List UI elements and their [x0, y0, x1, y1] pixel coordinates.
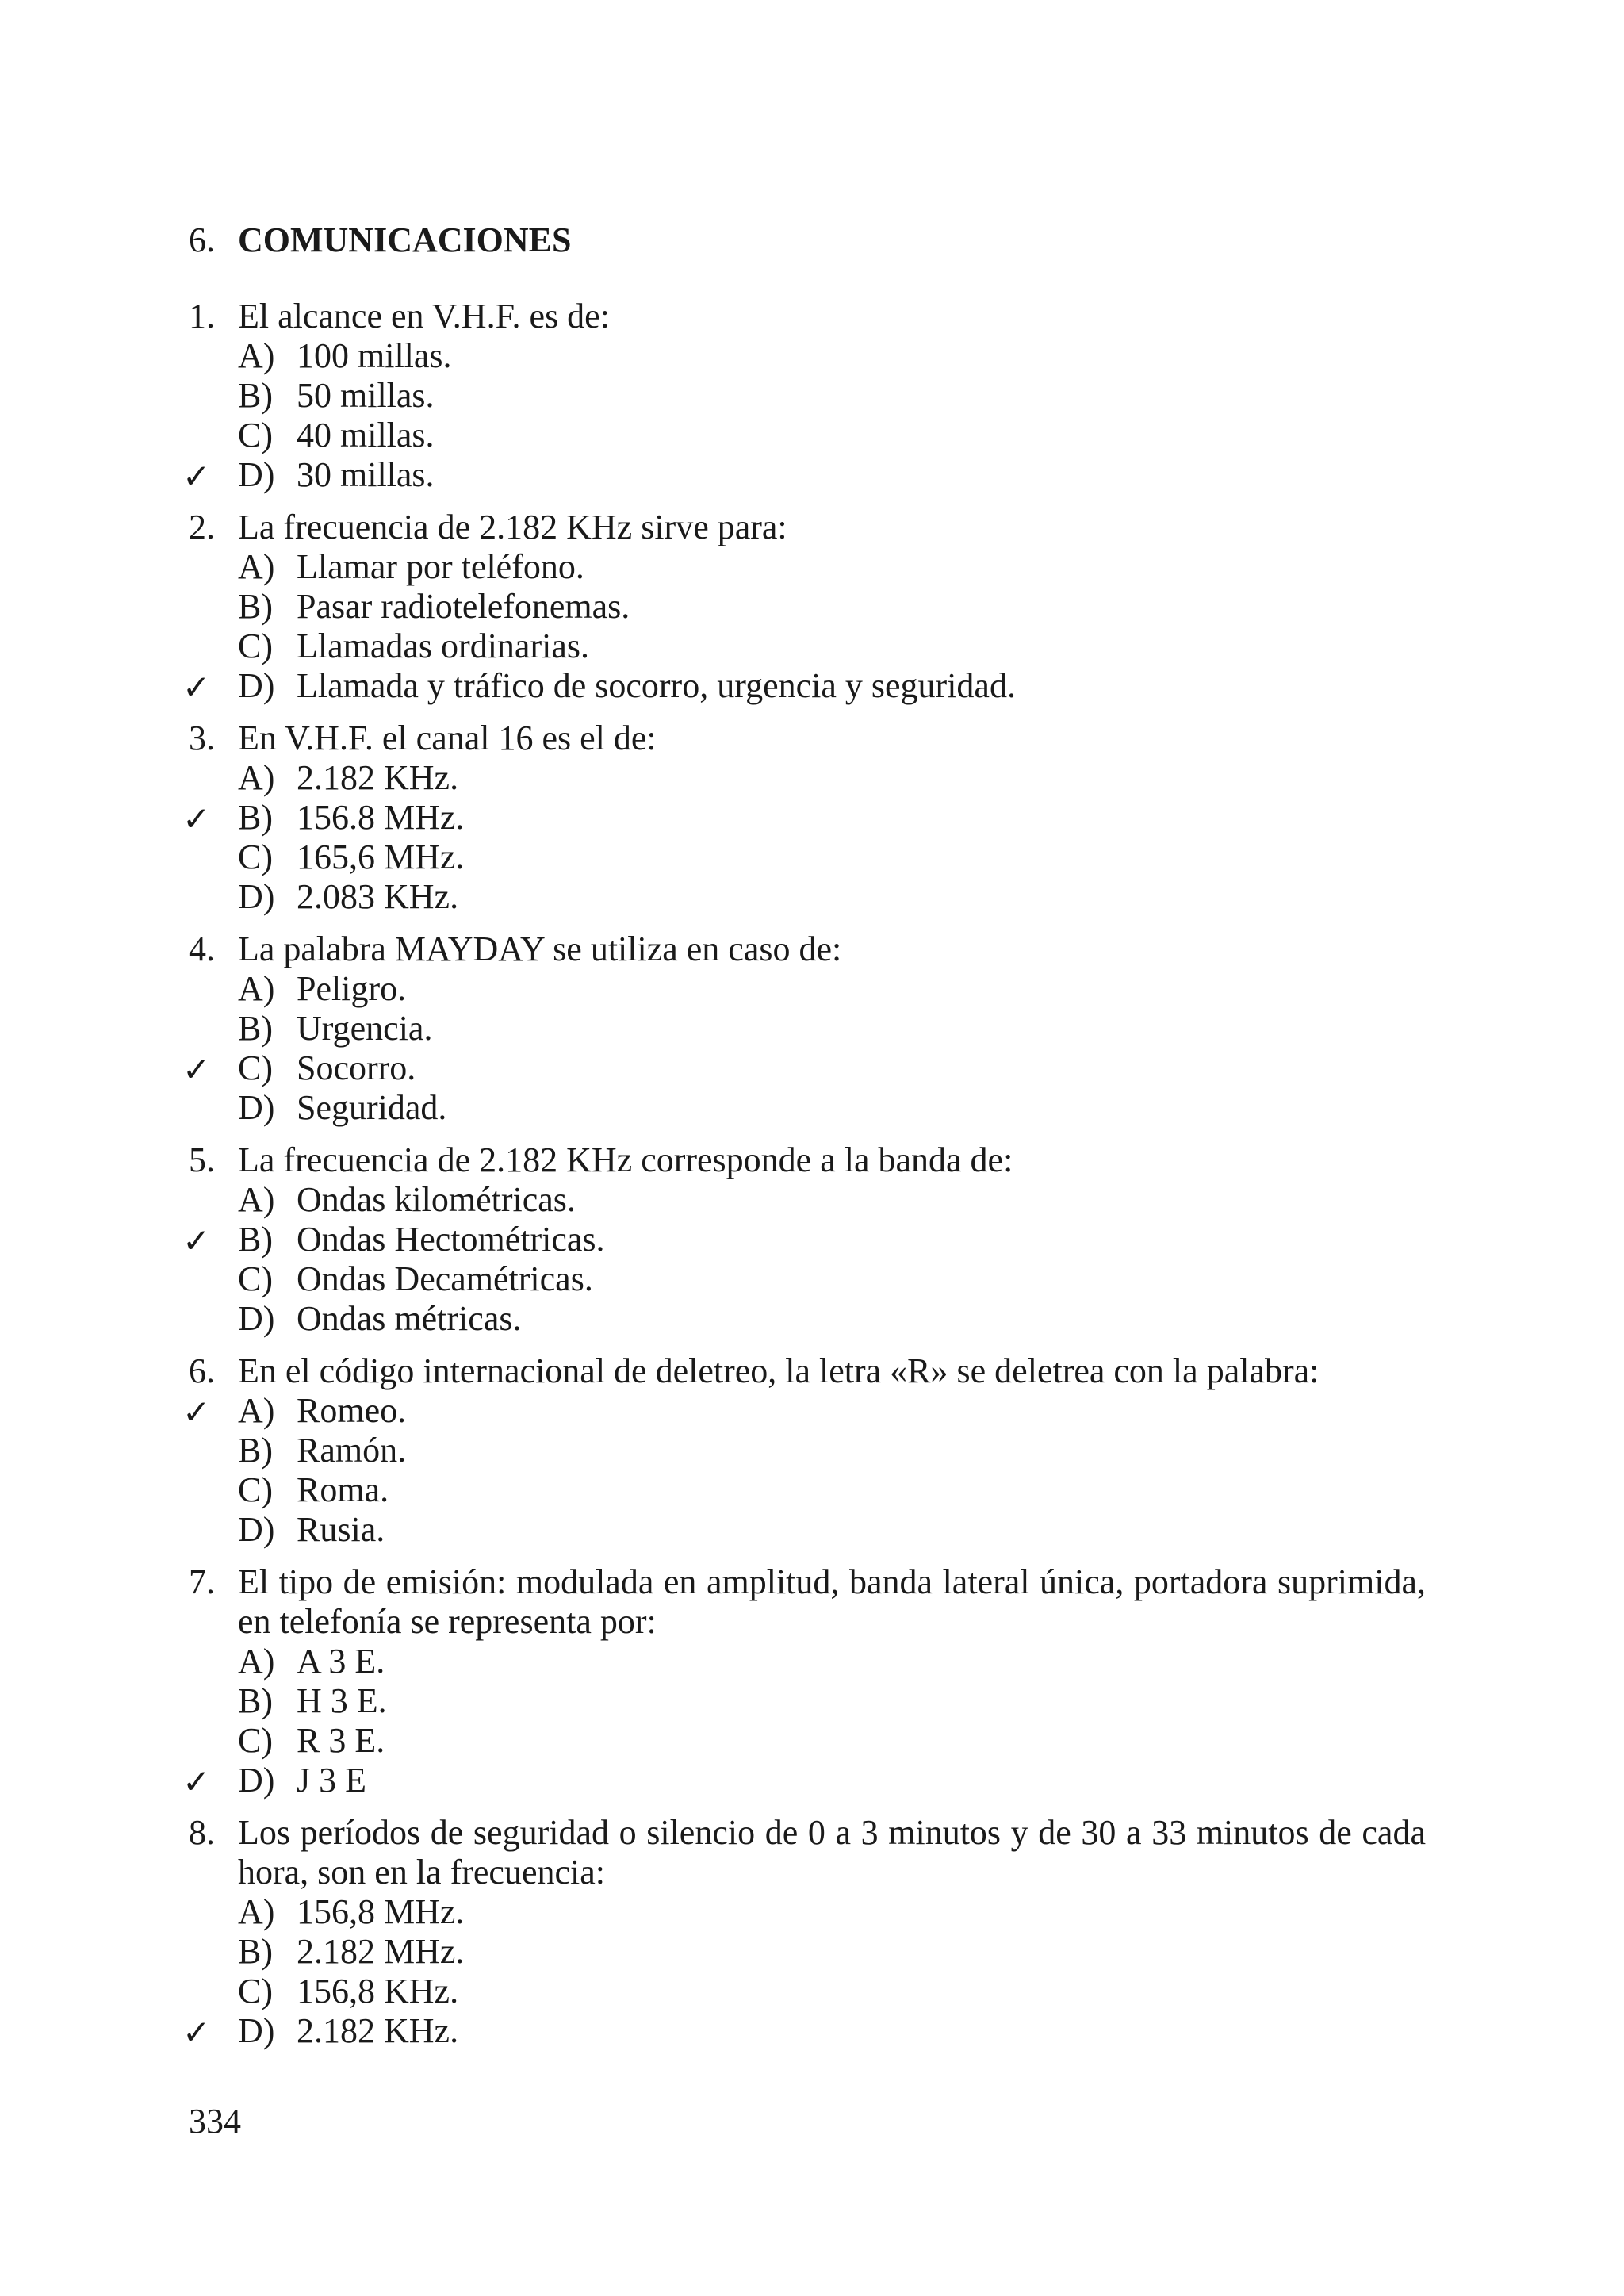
option-text: Llamadas ordinarias.: [297, 627, 589, 665]
option-text: A 3 E.: [297, 1642, 385, 1681]
option-letter: A): [238, 1642, 275, 1681]
question-number: 3.: [189, 719, 215, 757]
answer-option: [189, 1009, 1426, 1048]
question-row: [189, 1813, 1426, 1892]
option-text: 156,8 MHz.: [297, 1892, 465, 1931]
answer-option: [182, 1048, 1426, 1089]
option-letter: C): [238, 1048, 273, 1087]
answer-option: [189, 1470, 1426, 1510]
check-mark-icon: ✓: [182, 1393, 211, 1432]
question-text: El alcance en V.H.F. es de:: [238, 297, 610, 335]
option-letter: C): [238, 838, 273, 876]
question-text: La palabra MAYDAY se utiliza en caso de:: [238, 930, 842, 968]
option-text: H 3 E.: [297, 1681, 387, 1720]
option-letter: B): [238, 798, 273, 837]
option-letter: A): [238, 1391, 275, 1430]
answer-option: [189, 1088, 1426, 1128]
answer-option: [189, 1932, 1426, 1972]
question-text: En V.H.F. el canal 16 es el de:: [238, 719, 657, 757]
option-letter: B): [238, 1681, 273, 1720]
section-heading: [189, 220, 571, 260]
section-number: 6.: [189, 220, 215, 259]
option-letter: B): [238, 1932, 273, 1971]
question-item: [182, 508, 1426, 707]
question-row: [189, 1140, 1426, 1180]
question-item: [182, 719, 1426, 917]
answer-option: [182, 1220, 1426, 1260]
option-text: Seguridad.: [297, 1088, 447, 1127]
check-mark-icon: ✓: [182, 457, 211, 496]
question-item: [182, 930, 1426, 1128]
option-letter: D): [238, 1299, 275, 1338]
option-letter: A): [238, 1892, 275, 1931]
question-item: [182, 1813, 1426, 2052]
option-letter: D): [238, 666, 275, 705]
question-number: 2.: [189, 508, 215, 546]
option-letter: C): [238, 627, 273, 665]
answer-option: [189, 1681, 1426, 1721]
option-letter: D): [238, 2011, 275, 2050]
option-text: 165,6 MHz.: [297, 838, 465, 876]
answer-option: [189, 1299, 1426, 1339]
option-text: Roma.: [297, 1470, 389, 1509]
option-text: Ondas Hectométricas.: [297, 1220, 605, 1259]
option-text: Ondas Decamétricas.: [297, 1259, 593, 1298]
option-text: Ondas métricas.: [297, 1299, 522, 1338]
question-number: 1.: [189, 297, 215, 335]
option-letter: B): [238, 1431, 273, 1470]
option-text: Peligro.: [297, 969, 407, 1008]
answer-option: [182, 2011, 1426, 2052]
question-number: 4.: [189, 930, 215, 968]
option-letter: A): [238, 969, 275, 1008]
answer-option: [189, 376, 1426, 416]
question-list: [182, 297, 1426, 2064]
question-number: 6.: [189, 1351, 215, 1390]
option-letter: D): [238, 1761, 275, 1800]
question-row: [189, 1351, 1426, 1391]
option-text: R 3 E.: [297, 1721, 385, 1760]
answer-option: [189, 547, 1426, 587]
answer-option: [189, 877, 1426, 917]
option-letter: B): [238, 376, 273, 415]
option-text: Rusia.: [297, 1510, 385, 1549]
option-text: J 3 E: [297, 1761, 366, 1800]
answer-option: [189, 1721, 1426, 1761]
question-text: En el código internacional de deletreo, la letra «R» se deletrea con la palabra:: [238, 1351, 1320, 1390]
question-item: [182, 1140, 1426, 1339]
question-row: [189, 930, 1426, 969]
option-text: 156.8 MHz.: [297, 798, 465, 837]
question-number: 7.: [189, 1562, 215, 1601]
question-row: [189, 508, 1426, 547]
option-text: Ondas kilométricas.: [297, 1180, 576, 1219]
answer-option: [189, 969, 1426, 1009]
option-letter: D): [238, 1510, 275, 1549]
option-letter: D): [238, 455, 275, 494]
question-text: El tipo de emisión: modulada en amplitud, banda lateral única, portadora suprimida, en telefonía se representa por:: [238, 1562, 1426, 1641]
answer-option: [189, 1431, 1426, 1470]
option-text: Llamar por teléfono.: [297, 547, 584, 586]
option-text: 30 millas.: [297, 455, 435, 494]
answer-option: [189, 627, 1426, 666]
option-letter: A): [238, 336, 275, 375]
option-letter: C): [238, 1259, 273, 1298]
option-text: 2.182 KHz.: [297, 758, 459, 797]
answer-option: [189, 1642, 1426, 1681]
question-item: [182, 1351, 1426, 1550]
question-item: [182, 1562, 1426, 1801]
answer-option: [189, 1180, 1426, 1220]
answer-option: [189, 1892, 1426, 1932]
answer-option: [189, 1510, 1426, 1550]
page-number: 334: [189, 2102, 241, 2141]
option-text: Urgencia.: [297, 1009, 433, 1048]
answer-option: [182, 1761, 1426, 1801]
question-text: La frecuencia de 2.182 KHz sirve para:: [238, 508, 787, 546]
option-text: 100 millas.: [297, 336, 452, 375]
option-letter: C): [238, 416, 273, 454]
option-text: 2.182 MHz.: [297, 1932, 465, 1971]
option-text: 40 millas.: [297, 416, 435, 454]
check-mark-icon: ✓: [182, 668, 211, 707]
option-letter: C): [238, 1470, 273, 1509]
check-mark-icon: ✓: [182, 1050, 211, 1089]
check-mark-icon: ✓: [182, 1762, 211, 1801]
answer-option: [182, 666, 1426, 707]
check-mark-icon: ✓: [182, 1221, 211, 1260]
question-number: 5.: [189, 1140, 215, 1179]
answer-option: [182, 455, 1426, 496]
option-letter: C): [238, 1721, 273, 1760]
answer-option: [182, 1391, 1426, 1432]
option-text: Pasar radiotelefonemas.: [297, 587, 630, 626]
option-letter: B): [238, 587, 273, 626]
answer-option: [189, 587, 1426, 627]
option-text: Llamada y tráfico de socorro, urgencia y seguridad.: [297, 666, 1016, 705]
question-row: [189, 1562, 1426, 1642]
question-row: [189, 719, 1426, 758]
answer-option: [189, 838, 1426, 877]
option-letter: C): [238, 1972, 273, 2010]
option-letter: A): [238, 1180, 275, 1219]
section-title: COMUNICACIONES: [238, 220, 572, 259]
answer-option: [189, 336, 1426, 376]
option-letter: A): [238, 547, 275, 586]
answer-option: [189, 758, 1426, 798]
question-text: La frecuencia de 2.182 KHz corresponde a la banda de:: [238, 1140, 1013, 1179]
answer-option: [189, 416, 1426, 455]
question-text: Los períodos de seguridad o silencio de 0 a 3 minutos y de 30 a 33 minutos de cada hora, son en la frecuencia:: [238, 1813, 1426, 1892]
option-letter: B): [238, 1009, 273, 1048]
option-text: Ramón.: [297, 1431, 407, 1470]
question-row: [189, 297, 1426, 336]
option-letter: D): [238, 1088, 275, 1127]
option-text: Socorro.: [297, 1048, 416, 1087]
option-text: 2.083 KHz.: [297, 877, 459, 916]
option-text: 50 millas.: [297, 376, 435, 415]
answer-option: [189, 1259, 1426, 1299]
option-letter: D): [238, 877, 275, 916]
option-letter: A): [238, 758, 275, 797]
option-text: 156,8 KHz.: [297, 1972, 459, 2010]
option-text: Romeo.: [297, 1391, 407, 1430]
question-number: 8.: [189, 1813, 215, 1852]
answer-option: [182, 798, 1426, 838]
check-mark-icon: ✓: [182, 2013, 211, 2052]
answer-option: [189, 1972, 1426, 2011]
option-text: 2.182 KHz.: [297, 2011, 459, 2050]
question-item: [182, 297, 1426, 496]
check-mark-icon: ✓: [182, 799, 211, 838]
option-letter: B): [238, 1220, 273, 1259]
